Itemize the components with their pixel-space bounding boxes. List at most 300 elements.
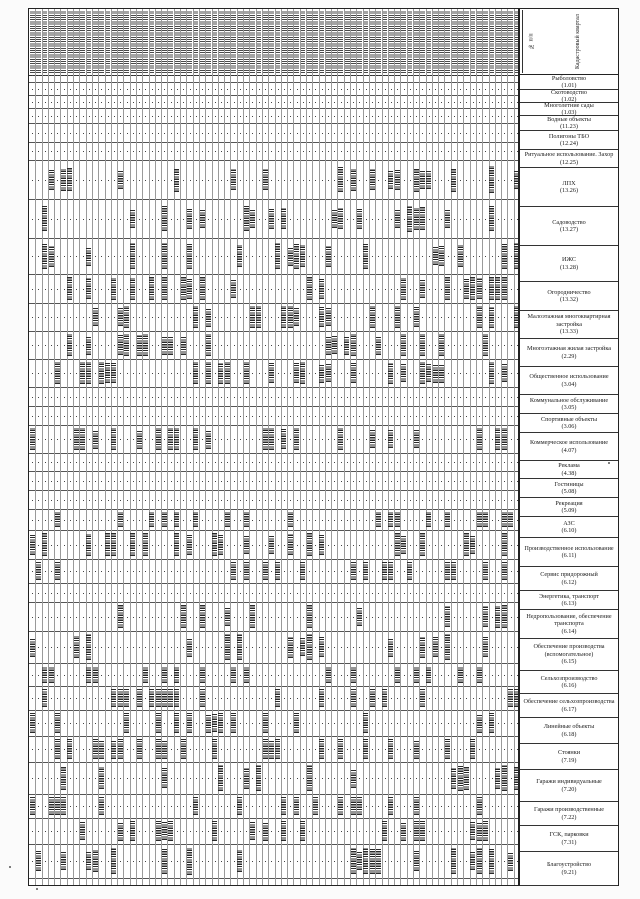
empty-cell-dot — [240, 397, 241, 398]
record-id-texture — [149, 11, 154, 73]
empty-cell-dot — [108, 345, 109, 346]
empty-cell-dot — [517, 481, 518, 482]
empty-cell-dot — [152, 675, 153, 676]
cell-value-mark — [470, 852, 475, 870]
column-code: (6.18) — [561, 730, 577, 738]
empty-cell-dot — [315, 102, 316, 103]
empty-cell-dot — [164, 397, 165, 398]
empty-cell-dot — [38, 778, 39, 779]
empty-cell-dot — [183, 373, 184, 374]
empty-cell-dot — [492, 439, 493, 440]
cell-value-mark — [162, 243, 167, 269]
empty-cell-dot — [328, 698, 329, 699]
cell-value-mark — [187, 848, 192, 875]
empty-cell-dot — [422, 778, 423, 779]
empty-cell-dot — [108, 698, 109, 699]
empty-cell-dot — [309, 593, 310, 594]
cell-value-mark — [149, 689, 154, 707]
empty-cell-dot — [309, 520, 310, 521]
empty-cell-dot — [234, 133, 235, 134]
empty-cell-dot — [479, 102, 480, 103]
empty-cell-dot — [454, 831, 455, 832]
cell-value-mark — [130, 278, 135, 300]
empty-cell-dot — [259, 749, 260, 750]
empty-cell-dot — [89, 317, 90, 318]
empty-cell-dot — [473, 317, 474, 318]
empty-cell-dot — [479, 151, 480, 152]
empty-cell-dot — [378, 289, 379, 290]
empty-cell-dot — [133, 861, 134, 862]
empty-cell-dot — [485, 373, 486, 374]
empty-cell-dot — [215, 289, 216, 290]
empty-cell-dot — [473, 256, 474, 257]
empty-cell-dot — [196, 289, 197, 290]
record-id-texture — [464, 11, 469, 73]
empty-cell-dot — [133, 593, 134, 594]
empty-cell-dot — [347, 778, 348, 779]
empty-cell-dot — [51, 861, 52, 862]
empty-cell-dot — [271, 778, 272, 779]
empty-cell-dot — [120, 75, 121, 76]
column-name: Коммерческое использование — [530, 439, 608, 447]
empty-cell-dot — [460, 749, 461, 750]
empty-cell-dot — [492, 749, 493, 750]
empty-cell-dot — [51, 462, 52, 463]
empty-cell-dot — [479, 698, 480, 699]
empty-cell-dot — [227, 439, 228, 440]
empty-cell-dot — [145, 698, 146, 699]
empty-cell-dot — [504, 133, 505, 134]
empty-cell-dot — [517, 749, 518, 750]
empty-cell-dot — [410, 749, 411, 750]
empty-cell-dot — [57, 647, 58, 648]
empty-cell-dot — [83, 345, 84, 346]
empty-cell-dot — [208, 289, 209, 290]
empty-cell-dot — [76, 75, 77, 76]
empty-cell-dot — [246, 617, 247, 618]
empty-cell-dot — [297, 778, 298, 779]
empty-cell-dot — [246, 723, 247, 724]
empty-cell-dot — [309, 256, 310, 257]
empty-cell-dot — [101, 89, 102, 90]
empty-cell-dot — [158, 180, 159, 181]
empty-cell-dot — [290, 102, 291, 103]
empty-cell-dot — [190, 778, 191, 779]
empty-cell-dot — [309, 373, 310, 374]
empty-cell-dot — [152, 647, 153, 648]
empty-cell-dot — [347, 571, 348, 572]
empty-cell-dot — [240, 675, 241, 676]
empty-cell-dot — [454, 256, 455, 257]
empty-cell-dot — [334, 806, 335, 807]
empty-cell-dot — [473, 219, 474, 220]
empty-cell-dot — [429, 778, 430, 779]
empty-cell-dot — [190, 89, 191, 90]
empty-cell-dot — [448, 89, 449, 90]
empty-cell-dot — [221, 571, 222, 572]
empty-cell-dot — [454, 75, 455, 76]
cell-value-mark — [118, 308, 123, 326]
empty-cell-dot — [252, 723, 253, 724]
empty-cell-dot — [101, 545, 102, 546]
empty-cell-dot — [315, 723, 316, 724]
empty-cell-dot — [385, 416, 386, 417]
empty-cell-dot — [303, 462, 304, 463]
empty-cell-dot — [278, 89, 279, 90]
empty-cell-dot — [83, 89, 84, 90]
empty-cell-dot — [265, 500, 266, 501]
empty-cell-dot — [372, 345, 373, 346]
empty-cell-dot — [158, 373, 159, 374]
empty-cell-dot — [171, 500, 172, 501]
cell-value-mark — [288, 512, 293, 527]
empty-cell-dot — [208, 647, 209, 648]
record-id-texture — [470, 11, 475, 73]
empty-cell-dot — [492, 698, 493, 699]
empty-cell-dot — [517, 806, 518, 807]
empty-cell-dot — [397, 416, 398, 417]
empty-cell-dot — [83, 617, 84, 618]
empty-cell-dot — [64, 831, 65, 832]
cell-value-mark — [395, 512, 400, 527]
empty-cell-dot — [240, 373, 241, 374]
empty-cell-dot — [271, 416, 272, 417]
record-id-texture — [458, 11, 463, 73]
empty-cell-dot — [158, 102, 159, 103]
empty-cell-dot — [139, 289, 140, 290]
empty-cell-dot — [460, 647, 461, 648]
empty-cell-dot — [492, 256, 493, 257]
empty-cell-dot — [366, 317, 367, 318]
empty-cell-dot — [435, 593, 436, 594]
empty-cell-dot — [347, 219, 348, 220]
empty-cell-dot — [473, 520, 474, 521]
empty-cell-dot — [284, 116, 285, 117]
cell-value-mark — [357, 852, 362, 870]
empty-cell-dot — [152, 617, 153, 618]
record-id-texture — [131, 11, 136, 73]
empty-cell-dot — [278, 675, 279, 676]
empty-cell-dot — [315, 698, 316, 699]
empty-cell-dot — [108, 397, 109, 398]
empty-cell-dot — [152, 133, 153, 134]
empty-cell-dot — [517, 133, 518, 134]
empty-cell-dot — [38, 89, 39, 90]
empty-cell-dot — [359, 571, 360, 572]
empty-cell-dot — [95, 481, 96, 482]
empty-cell-dot — [416, 617, 417, 618]
empty-cell-dot — [511, 593, 512, 594]
empty-cell-dot — [246, 317, 247, 318]
empty-cell-dot — [171, 219, 172, 220]
empty-cell-dot — [133, 102, 134, 103]
empty-cell-dot — [492, 416, 493, 417]
empty-cell-dot — [435, 545, 436, 546]
empty-cell-dot — [101, 219, 102, 220]
empty-cell-dot — [51, 219, 52, 220]
empty-cell-dot — [341, 675, 342, 676]
empty-cell-dot — [278, 397, 279, 398]
empty-cell-dot — [208, 861, 209, 862]
empty-cell-dot — [429, 439, 430, 440]
empty-cell-dot — [215, 481, 216, 482]
empty-cell-dot — [139, 806, 140, 807]
empty-cell-dot — [114, 416, 115, 417]
empty-cell-dot — [404, 698, 405, 699]
empty-cell-dot — [315, 416, 316, 417]
empty-cell-dot — [108, 416, 109, 417]
empty-cell-dot — [234, 500, 235, 501]
empty-cell-dot — [139, 617, 140, 618]
empty-cell-dot — [183, 806, 184, 807]
empty-cell-dot — [416, 133, 417, 134]
empty-cell-dot — [473, 723, 474, 724]
empty-cell-dot — [234, 593, 235, 594]
cell-value-mark — [275, 739, 280, 759]
empty-cell-dot — [177, 806, 178, 807]
empty-cell-dot — [504, 481, 505, 482]
empty-cell-dot — [359, 500, 360, 501]
cell-value-mark — [231, 713, 236, 733]
empty-cell-dot — [158, 317, 159, 318]
cell-value-mark — [483, 334, 488, 356]
empty-cell-dot — [378, 89, 379, 90]
empty-cell-dot — [391, 481, 392, 482]
empty-cell-dot — [366, 545, 367, 546]
empty-cell-dot — [45, 723, 46, 724]
empty-cell-dot — [397, 397, 398, 398]
empty-cell-dot — [498, 416, 499, 417]
empty-cell-dot — [341, 289, 342, 290]
empty-cell-dot — [328, 545, 329, 546]
empty-cell-dot — [429, 481, 430, 482]
empty-cell-dot — [32, 397, 33, 398]
empty-cell-dot — [183, 593, 184, 594]
cell-value-mark — [118, 512, 123, 527]
empty-cell-dot — [359, 397, 360, 398]
cell-value-mark — [451, 768, 456, 789]
empty-cell-dot — [139, 520, 140, 521]
cell-value-mark — [489, 166, 494, 193]
empty-cell-dot — [297, 133, 298, 134]
empty-cell-dot — [504, 75, 505, 76]
empty-cell-dot — [353, 439, 354, 440]
cell-value-mark — [319, 307, 324, 327]
empty-cell-dot — [454, 289, 455, 290]
cell-value-mark — [363, 562, 368, 580]
empty-cell-dot — [196, 89, 197, 90]
empty-cell-dot — [290, 806, 291, 807]
empty-cell-dot — [265, 647, 266, 648]
cell-value-mark — [42, 666, 47, 683]
empty-cell-dot — [139, 861, 140, 862]
empty-cell-dot — [334, 133, 335, 134]
empty-cell-dot — [240, 345, 241, 346]
empty-cell-dot — [322, 102, 323, 103]
empty-cell-dot — [309, 723, 310, 724]
cell-value-mark — [294, 308, 299, 326]
column-code: (6.16) — [561, 682, 577, 689]
empty-cell-dot — [271, 180, 272, 181]
record-id-texture — [118, 11, 123, 73]
empty-cell-dot — [70, 373, 71, 374]
empty-cell-dot — [297, 151, 298, 152]
empty-cell-dot — [259, 75, 260, 76]
empty-cell-dot — [334, 439, 335, 440]
empty-cell-dot — [460, 397, 461, 398]
empty-cell-dot — [227, 806, 228, 807]
empty-cell-dot — [492, 89, 493, 90]
empty-cell-dot — [32, 373, 33, 374]
empty-cell-dot — [196, 675, 197, 676]
empty-cell-dot — [416, 647, 417, 648]
empty-cell-dot — [385, 397, 386, 398]
empty-cell-dot — [246, 500, 247, 501]
empty-cell-dot — [215, 571, 216, 572]
empty-cell-dot — [252, 439, 253, 440]
empty-cell-dot — [322, 500, 323, 501]
empty-cell-dot — [108, 500, 109, 501]
empty-cell-dot — [177, 416, 178, 417]
empty-cell-dot — [429, 831, 430, 832]
cell-value-mark — [174, 689, 179, 707]
empty-cell-dot — [466, 256, 467, 257]
empty-cell-dot — [120, 219, 121, 220]
empty-cell-dot — [221, 439, 222, 440]
empty-cell-dot — [152, 317, 153, 318]
cell-value-mark — [42, 689, 47, 707]
empty-cell-dot — [284, 345, 285, 346]
grid-column-line — [394, 9, 395, 885]
column-name: Спортивные объекты — [540, 415, 598, 423]
empty-cell-dot — [309, 75, 310, 76]
empty-cell-dot — [511, 749, 512, 750]
empty-cell-dot — [152, 571, 153, 572]
empty-cell-dot — [139, 219, 140, 220]
empty-cell-dot — [101, 75, 102, 76]
empty-cell-dot — [139, 778, 140, 779]
empty-cell-dot — [246, 289, 247, 290]
empty-cell-dot — [410, 778, 411, 779]
cell-value-mark — [30, 535, 35, 555]
empty-cell-dot — [504, 593, 505, 594]
empty-cell-dot — [517, 289, 518, 290]
record-id-texture — [93, 11, 98, 73]
empty-cell-dot — [114, 102, 115, 103]
empty-cell-dot — [485, 416, 486, 417]
cell-value-mark — [206, 308, 211, 327]
empty-cell-dot — [76, 806, 77, 807]
empty-cell-dot — [448, 373, 449, 374]
record-id-texture — [263, 11, 268, 73]
empty-cell-dot — [441, 647, 442, 648]
empty-cell-dot — [372, 289, 373, 290]
empty-cell-dot — [57, 397, 58, 398]
empty-cell-dot — [385, 545, 386, 546]
cell-value-mark — [187, 535, 192, 555]
empty-cell-dot — [416, 151, 417, 152]
empty-cell-dot — [76, 289, 77, 290]
empty-cell-dot — [460, 116, 461, 117]
empty-cell-dot — [492, 133, 493, 134]
empty-cell-dot — [127, 397, 128, 398]
empty-cell-dot — [127, 462, 128, 463]
empty-cell-dot — [171, 861, 172, 862]
cell-value-mark — [225, 512, 230, 527]
empty-cell-dot — [114, 593, 115, 594]
empty-cell-dot — [492, 520, 493, 521]
empty-cell-dot — [108, 317, 109, 318]
empty-cell-dot — [114, 778, 115, 779]
empty-cell-dot — [145, 416, 146, 417]
empty-cell-dot — [479, 462, 480, 463]
empty-cell-dot — [265, 133, 266, 134]
empty-cell-dot — [271, 861, 272, 862]
empty-cell-dot — [334, 617, 335, 618]
empty-cell-dot — [385, 439, 386, 440]
record-id-texture — [452, 11, 457, 73]
empty-cell-dot — [303, 102, 304, 103]
empty-cell-dot — [32, 89, 33, 90]
empty-cell-dot — [404, 462, 405, 463]
empty-cell-dot — [341, 462, 342, 463]
empty-cell-dot — [341, 317, 342, 318]
empty-cell-dot — [297, 520, 298, 521]
empty-cell-dot — [416, 571, 417, 572]
empty-cell-dot — [466, 345, 467, 346]
empty-cell-dot — [215, 151, 216, 152]
empty-cell-dot — [158, 778, 159, 779]
empty-cell-dot — [51, 102, 52, 103]
empty-cell-dot — [139, 500, 140, 501]
empty-cell-dot — [202, 416, 203, 417]
cell-value-mark — [363, 244, 368, 269]
empty-cell-dot — [353, 462, 354, 463]
empty-cell-dot — [83, 647, 84, 648]
empty-cell-dot — [391, 462, 392, 463]
empty-cell-dot — [334, 151, 335, 152]
empty-cell-dot — [498, 133, 499, 134]
cell-value-mark — [307, 634, 312, 660]
cell-value-mark — [307, 533, 312, 556]
empty-cell-dot — [208, 180, 209, 181]
cell-value-mark — [137, 335, 142, 356]
empty-cell-dot — [114, 481, 115, 482]
empty-cell-dot — [51, 416, 52, 417]
column-code: (9.21) — [561, 868, 577, 876]
empty-cell-dot — [466, 151, 467, 152]
empty-cell-dot — [309, 831, 310, 832]
empty-cell-dot — [492, 571, 493, 572]
empty-cell-dot — [32, 500, 33, 501]
empty-cell-dot — [259, 571, 260, 572]
cell-value-mark — [244, 666, 249, 683]
empty-cell-dot — [158, 416, 159, 417]
empty-cell-dot — [366, 698, 367, 699]
empty-cell-dot — [410, 289, 411, 290]
empty-cell-dot — [76, 861, 77, 862]
cell-value-mark — [407, 562, 412, 580]
empty-cell-dot — [473, 89, 474, 90]
empty-cell-dot — [240, 831, 241, 832]
empty-cell-dot — [51, 481, 52, 482]
cell-value-mark — [275, 562, 280, 580]
record-id-texture — [489, 11, 494, 73]
empty-cell-dot — [215, 778, 216, 779]
cell-value-mark — [433, 637, 438, 657]
empty-cell-dot — [177, 345, 178, 346]
empty-cell-dot — [429, 89, 430, 90]
